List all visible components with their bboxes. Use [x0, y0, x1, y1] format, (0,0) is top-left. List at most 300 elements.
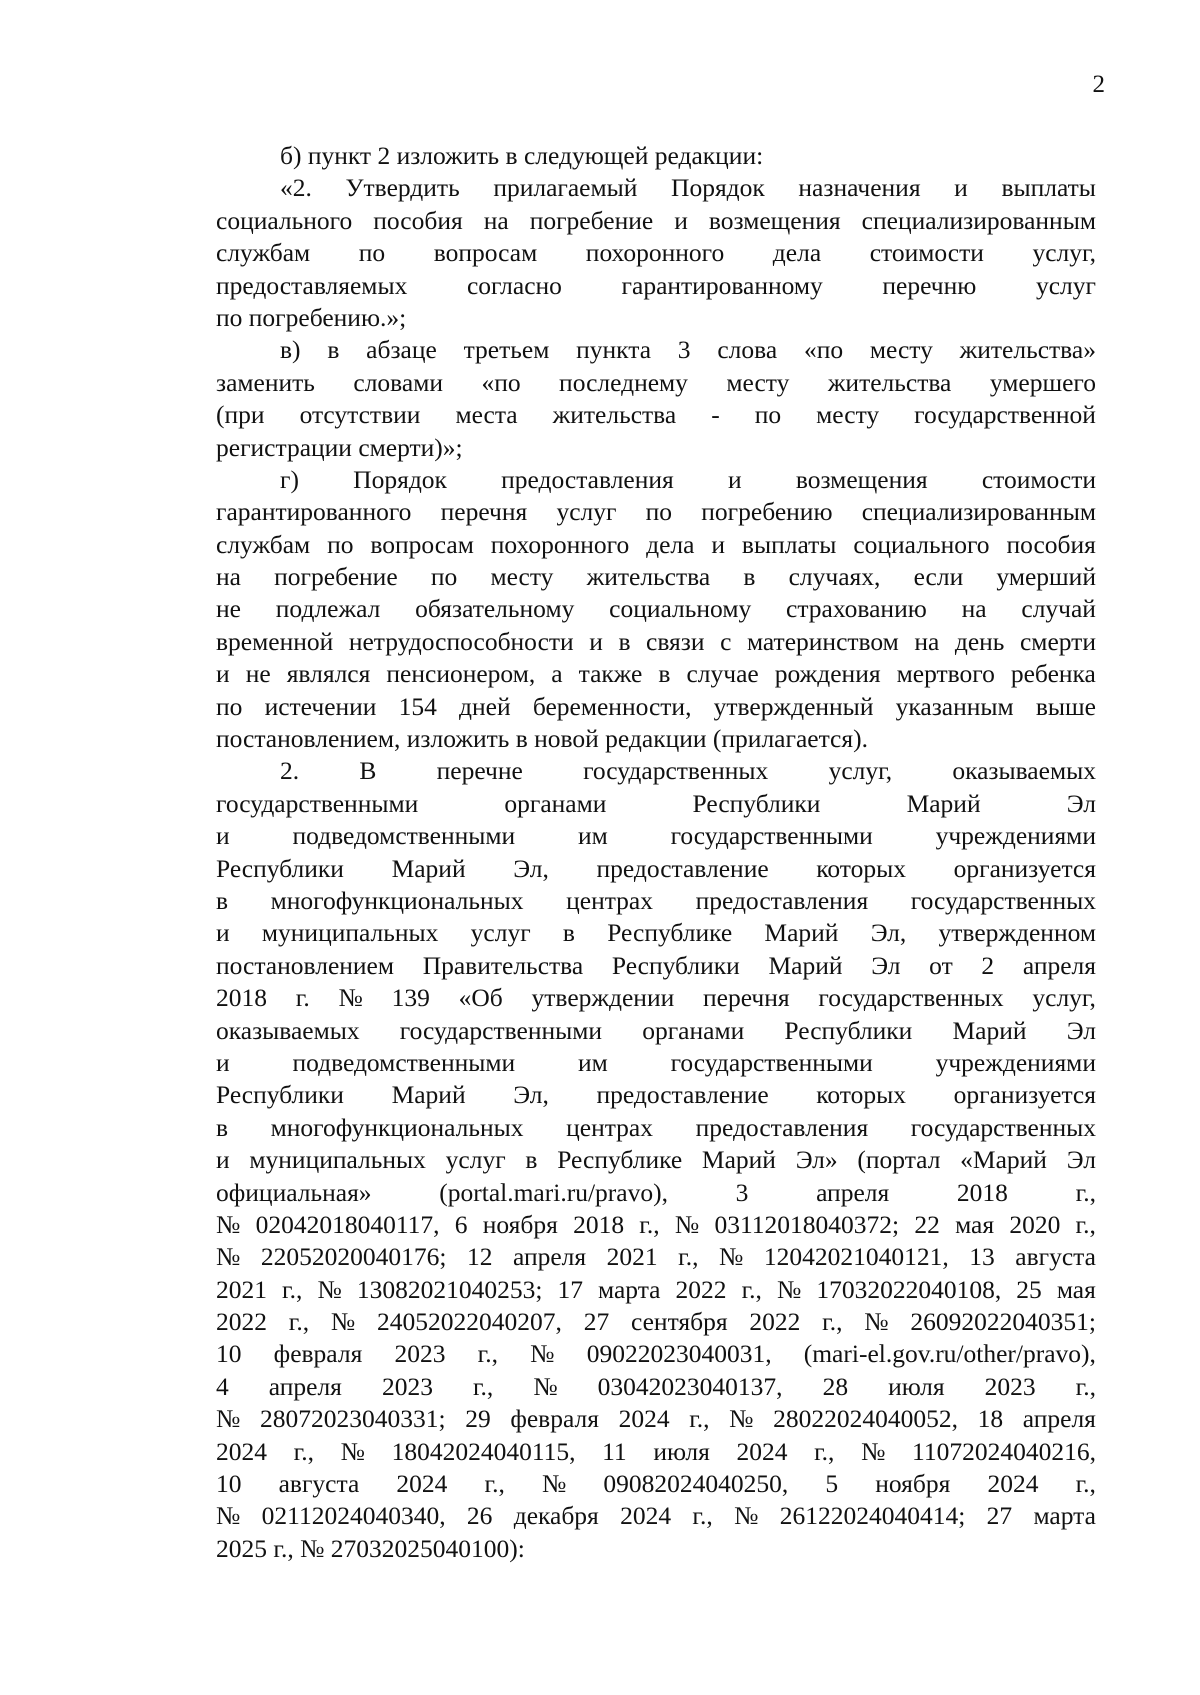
- text-line: [216, 1112, 1096, 1144]
- text-word: 12: [466, 1242, 493, 1272]
- text-word: Эл,: [513, 1080, 549, 1110]
- text-word: Республики: [692, 788, 821, 818]
- text-word: г.,: [1075, 1177, 1096, 1207]
- text-line: [216, 1274, 1096, 1306]
- text-word: №: [719, 1242, 744, 1272]
- text-word: также: [578, 659, 643, 689]
- text-word: Эл: [1066, 1015, 1096, 1045]
- text-word: августа: [1015, 1242, 1096, 1272]
- text-word: №: [533, 1371, 558, 1401]
- text-word: временной: [216, 626, 334, 656]
- text-word: №: [674, 1209, 700, 1239]
- text-word: по: [216, 691, 243, 721]
- text-word: 2024: [396, 1469, 448, 1499]
- text-word: Утвердить: [345, 173, 460, 203]
- text-word: мертвого: [896, 659, 995, 689]
- text-word: 2023: [984, 1371, 1036, 1401]
- text-word: смерти: [1019, 626, 1096, 656]
- text-word: 28022024040052,: [773, 1404, 959, 1434]
- text-line: [216, 885, 1096, 917]
- text-word: службам: [216, 238, 311, 268]
- text-word: возмещения: [795, 464, 928, 494]
- text-word: 18042024040115,: [391, 1436, 576, 1466]
- text-word: 13082021040253;: [356, 1274, 543, 1304]
- text-word: мая: [1056, 1274, 1096, 1304]
- text-word: на: [483, 205, 509, 235]
- text-line: [216, 334, 1096, 366]
- text-word: в: [216, 885, 229, 915]
- text-word: пособия: [1006, 529, 1096, 559]
- text-line: [216, 593, 1096, 625]
- text-word: г.,: [689, 1404, 710, 1434]
- text-word: на: [914, 626, 940, 656]
- text-word: февраля: [510, 1404, 599, 1434]
- text-word: г.,: [282, 1274, 303, 1304]
- text-word: июля: [888, 1371, 945, 1401]
- text-word: 11072024040216,: [912, 1436, 1096, 1466]
- text-word: пункта: [576, 335, 652, 365]
- text-line: [216, 658, 1096, 690]
- text-word: социального: [216, 205, 353, 235]
- text-line: [216, 561, 1096, 593]
- text-word: г.,: [484, 1469, 505, 1499]
- text-word: государственными: [216, 788, 419, 818]
- text-word: ребенка: [1010, 659, 1096, 689]
- text-word: жительства: [586, 562, 711, 592]
- text-line: [216, 496, 1096, 528]
- text-line: [216, 1209, 1096, 1241]
- text-word: словами: [353, 367, 443, 397]
- text-line: [216, 917, 1096, 949]
- text-word: в): [280, 335, 301, 365]
- text-word: апреля: [512, 1242, 587, 1272]
- text-word: перечню: [882, 270, 977, 300]
- text-word: гарантированному: [621, 270, 823, 300]
- text-line-content: б) пункт 2 изложить в следующей редакции:: [280, 141, 764, 170]
- text-word: государственных: [910, 1112, 1096, 1142]
- text-word: вопросам: [370, 529, 474, 559]
- text-word: №: [729, 1404, 754, 1434]
- text-word: муниципальных: [249, 1145, 426, 1175]
- text-word: выплаты: [1001, 173, 1096, 203]
- text-word: оказываемых: [952, 756, 1096, 786]
- text-word: слова: [717, 335, 778, 365]
- text-word: февраля: [273, 1339, 363, 1369]
- text-word: случаях,: [788, 562, 881, 592]
- text-line: [216, 982, 1096, 1014]
- text-word: апреля: [816, 1177, 890, 1207]
- text-line: [216, 1500, 1096, 1532]
- text-word: г.,: [288, 1307, 310, 1337]
- text-word: государственных: [583, 756, 769, 786]
- text-word: 03112018040372;: [714, 1209, 900, 1239]
- text-word: услуг,: [1032, 983, 1096, 1013]
- text-word: г.,: [1075, 1371, 1096, 1401]
- text-word: специализированным: [861, 497, 1096, 527]
- text-word: №: [317, 1274, 342, 1304]
- text-line: [216, 1338, 1096, 1370]
- text-word: Марий: [906, 788, 981, 818]
- text-word: предоставление: [596, 1080, 769, 1110]
- text-line: [216, 950, 1096, 982]
- text-word: 2.: [280, 756, 300, 786]
- text-word: 2022: [675, 1274, 727, 1304]
- text-word: стоимости: [981, 464, 1096, 494]
- text-word: сентября: [630, 1307, 728, 1337]
- text-word: месту: [490, 562, 554, 592]
- text-word: 3: [735, 1177, 749, 1207]
- text-word: пособия: [373, 205, 463, 235]
- text-word: 28: [822, 1371, 849, 1401]
- text-word: 22052020040176;: [260, 1242, 447, 1272]
- text-word: марта: [598, 1274, 661, 1304]
- text-word: 09082024040250,: [603, 1469, 789, 1499]
- text-word: обязательному: [415, 594, 575, 624]
- text-word: г.,: [293, 1436, 314, 1466]
- text-word: государственными: [670, 1047, 873, 1077]
- text-word: 2020: [1009, 1209, 1061, 1239]
- text-word: выплаты: [741, 529, 837, 559]
- text-word: рождения: [774, 659, 881, 689]
- text-line: [216, 1436, 1096, 1468]
- text-word: «по: [481, 367, 521, 397]
- text-word: дела: [646, 529, 695, 559]
- text-word: декабря: [513, 1501, 599, 1531]
- text-word: по: [327, 529, 354, 559]
- text-word: погребение: [529, 205, 654, 235]
- text-word: Порядок: [353, 464, 447, 494]
- text-word: третьем: [463, 335, 550, 365]
- text-word: 02112024040340,: [261, 1501, 446, 1531]
- text-line: [216, 237, 1096, 269]
- text-word: месту: [726, 367, 790, 397]
- text-word: и: [216, 1047, 230, 1077]
- text-word: №: [776, 1274, 802, 1304]
- text-word: услуг: [445, 1145, 506, 1175]
- text-word: беременности,: [532, 691, 692, 721]
- text-word: и: [711, 529, 726, 559]
- text-word: не: [245, 659, 271, 689]
- text-word: №: [734, 1501, 759, 1531]
- text-word: июля: [653, 1436, 710, 1466]
- text-word: (portal.mari.ru/pravo),: [439, 1177, 668, 1207]
- text-word: ноября: [482, 1209, 558, 1239]
- text-word: г.: [295, 983, 310, 1013]
- text-word: центрах: [566, 1112, 653, 1142]
- text-word: августа: [278, 1469, 360, 1499]
- text-word: 24052022040207,: [377, 1307, 562, 1337]
- text-word: им: [577, 1047, 608, 1077]
- text-word: органами: [504, 788, 607, 818]
- text-word: перечня: [703, 983, 790, 1013]
- text-word: 28072023040331;: [259, 1404, 446, 1434]
- text-word: 2024: [987, 1469, 1039, 1499]
- text-word: 10: [216, 1339, 242, 1369]
- text-word: г.,: [741, 1274, 762, 1304]
- text-word: услуг,: [1032, 238, 1096, 268]
- text-word: апреля: [1022, 1404, 1096, 1434]
- text-word: 139: [391, 983, 430, 1013]
- text-word: и: [589, 626, 603, 656]
- text-word: №: [330, 1307, 356, 1337]
- text-word: им: [577, 821, 608, 851]
- text-word: Республики: [611, 950, 740, 980]
- text-line: [216, 1306, 1096, 1338]
- text-word: г.,: [1075, 1469, 1096, 1499]
- text-word: 11: [602, 1436, 627, 1466]
- text-word: услуг: [1035, 270, 1096, 300]
- text-word: организуется: [953, 1080, 1096, 1110]
- text-word: 2024: [736, 1436, 788, 1466]
- text-word: по: [358, 238, 386, 268]
- text-line: [216, 723, 1096, 755]
- text-word: связи: [646, 626, 705, 656]
- text-word: оказываемых: [216, 1015, 360, 1045]
- text-word: случае: [686, 659, 759, 689]
- text-word: и: [954, 173, 968, 203]
- text-word: многофункциональных: [270, 885, 524, 915]
- text-word: г.,: [639, 1209, 660, 1239]
- text-word: согласно: [466, 270, 562, 300]
- text-word: утвержденном: [938, 918, 1096, 948]
- text-word: материнством: [746, 626, 899, 656]
- text-word: 2023: [394, 1339, 446, 1369]
- text-word: умерший: [996, 562, 1096, 592]
- text-word: последнему: [559, 367, 688, 397]
- text-word: 12042021040121,: [763, 1242, 949, 1272]
- text-word: г.,: [814, 1436, 835, 1466]
- text-word: №: [340, 1436, 365, 1466]
- text-word: которых: [816, 853, 906, 883]
- text-word: Эл,: [870, 918, 907, 948]
- text-word: жительства»: [959, 335, 1096, 365]
- text-word: апреля: [1022, 950, 1096, 980]
- text-line: [216, 1177, 1096, 1209]
- text-word: многофункциональных: [270, 1112, 524, 1142]
- text-word: 26: [466, 1501, 493, 1531]
- text-line: [216, 820, 1096, 852]
- text-word: а: [551, 659, 563, 689]
- text-word: 18: [977, 1404, 1004, 1434]
- text-word: предоставления: [501, 464, 674, 494]
- text-word: В: [359, 756, 377, 786]
- text-word: 6: [454, 1209, 468, 1239]
- text-word: дела: [772, 238, 822, 268]
- text-word: отсутствии: [299, 400, 421, 430]
- text-word: на: [216, 562, 241, 592]
- text-line: [216, 1533, 1096, 1565]
- text-word: 2018: [216, 983, 267, 1013]
- text-word: 29: [465, 1404, 491, 1434]
- text-word: Эл,: [513, 853, 549, 883]
- text-word: г.,: [822, 1307, 843, 1337]
- text-word: и: [674, 205, 688, 235]
- text-word: №: [541, 1469, 567, 1499]
- text-word: 2024: [618, 1404, 670, 1434]
- text-word: службам: [216, 529, 311, 559]
- text-line: [216, 302, 1096, 334]
- text-word: с: [720, 626, 732, 656]
- page-number: 2: [1092, 71, 1105, 98]
- text-word: 2018: [573, 1209, 625, 1239]
- text-word: учреждениями: [935, 1047, 1096, 1077]
- text-word: в: [216, 1112, 229, 1142]
- text-word: государственными: [670, 821, 873, 851]
- text-line: [216, 626, 1096, 658]
- text-word: 2022: [216, 1307, 267, 1337]
- text-word: Марий: [768, 950, 843, 980]
- text-word: подведомственными: [292, 821, 516, 851]
- text-line: [216, 1371, 1096, 1403]
- text-line: [216, 853, 1096, 885]
- text-line: [216, 432, 1096, 464]
- text-word: марта: [1033, 1501, 1096, 1531]
- text-word: социальному: [609, 594, 752, 624]
- text-word: г.,: [472, 1371, 494, 1401]
- text-word: месту: [869, 335, 933, 365]
- text-word: утвержденный: [713, 691, 874, 721]
- text-word: и: [216, 918, 230, 948]
- text-word: ноября: [875, 1469, 951, 1499]
- text-word: Порядок: [671, 173, 765, 203]
- text-word: 09022023040031,: [586, 1339, 772, 1369]
- text-word: прилагаемый: [493, 173, 638, 203]
- text-word: Эл: [1066, 788, 1096, 818]
- text-word: жительства: [552, 400, 677, 430]
- text-word: «по: [803, 335, 844, 365]
- text-word: в: [618, 626, 631, 656]
- text-word: стоимости: [869, 238, 984, 268]
- text-word: страхованию: [786, 594, 927, 624]
- document-body: [216, 140, 1096, 1565]
- text-word: 2022: [749, 1307, 801, 1337]
- text-word: в: [743, 562, 756, 592]
- text-word: на: [961, 594, 987, 624]
- text-word: возмещения: [708, 205, 841, 235]
- text-word: предоставляемых: [216, 270, 408, 300]
- text-line: [216, 464, 1096, 496]
- text-word: пенсионером,: [386, 659, 536, 689]
- text-word: (при: [216, 400, 265, 430]
- text-word: государственной: [914, 400, 1096, 430]
- text-word: случай: [1021, 594, 1096, 624]
- text-word: -: [711, 400, 720, 430]
- text-word: дней: [459, 691, 511, 721]
- text-word: нетрудоспособности: [348, 626, 574, 656]
- text-word: (mari-el.gov.ru/other/pravo),: [803, 1339, 1096, 1369]
- text-word: 17: [557, 1274, 583, 1304]
- text-line: [216, 1468, 1096, 1500]
- text-line: [216, 1241, 1096, 1273]
- text-word: №: [861, 1436, 886, 1466]
- text-line: [216, 399, 1096, 431]
- text-word: предоставления: [695, 885, 869, 915]
- text-line: [216, 788, 1096, 820]
- text-word: в: [525, 1145, 538, 1175]
- text-word: в: [562, 918, 575, 948]
- text-word: Марий: [391, 853, 466, 883]
- text-word: не: [216, 594, 241, 624]
- text-word: которых: [816, 1080, 906, 1110]
- text-word: «Об: [458, 983, 503, 1013]
- text-word: Эл»: [795, 1145, 838, 1175]
- text-word: Марий: [701, 1145, 776, 1175]
- text-word: №: [216, 1404, 241, 1434]
- text-word: услуг,: [828, 756, 893, 786]
- text-line-content: постановлением, изложить в новой редакции (прилагается).: [216, 724, 868, 754]
- text-word: муниципальных: [261, 918, 439, 948]
- text-word: №: [530, 1339, 555, 1369]
- text-word: по: [430, 562, 458, 592]
- text-word: и: [216, 659, 230, 689]
- text-word: Республике: [607, 918, 733, 948]
- text-word: места: [455, 400, 518, 430]
- text-word: государственных: [818, 983, 1004, 1013]
- text-word: 2023: [381, 1371, 433, 1401]
- text-word: г.,: [1075, 1209, 1096, 1239]
- text-word: 3: [677, 335, 691, 365]
- text-word: Эл: [871, 950, 901, 980]
- text-word: в: [658, 659, 671, 689]
- text-word: 10: [216, 1469, 242, 1499]
- text-word: Республики: [216, 1080, 344, 1110]
- text-word: Республики: [216, 853, 344, 883]
- text-word: 22: [914, 1209, 940, 1239]
- text-word: 2021: [606, 1242, 658, 1272]
- text-word: и: [216, 1145, 230, 1175]
- text-word: 26092022040351;: [910, 1307, 1096, 1337]
- text-word: заменить: [216, 367, 315, 397]
- text-word: официальная»: [216, 1177, 372, 1207]
- text-line: [216, 140, 1096, 172]
- text-word: 13: [969, 1242, 995, 1272]
- text-word: подлежал: [275, 594, 381, 624]
- text-word: №: [864, 1307, 889, 1337]
- text-word: Марий: [952, 1015, 1027, 1045]
- text-word: 17032022040108,: [816, 1274, 1002, 1304]
- text-word: по: [754, 400, 782, 430]
- text-word: если: [913, 562, 964, 592]
- text-word: подведомственными: [292, 1047, 516, 1077]
- text-word: 02042018040117,: [255, 1209, 440, 1239]
- text-word: являлся: [286, 659, 371, 689]
- text-word: 4: [216, 1371, 229, 1401]
- text-word: Республики: [784, 1015, 913, 1045]
- text-word: и: [727, 464, 742, 494]
- text-word: вопросам: [433, 238, 538, 268]
- text-word: услуг: [470, 918, 531, 948]
- text-line-content: по погребению.»;: [216, 302, 407, 332]
- text-line: [216, 367, 1096, 399]
- text-line: [216, 1047, 1096, 1079]
- text-word: учреждениями: [935, 821, 1096, 851]
- text-word: Марий: [764, 918, 839, 948]
- text-word: выше: [1035, 691, 1096, 721]
- text-word: социального: [853, 529, 990, 559]
- text-line: [216, 270, 1096, 302]
- text-word: абзаце: [366, 335, 437, 365]
- text-word: г): [280, 464, 299, 494]
- text-word: похоронного: [585, 238, 725, 268]
- text-word: 27: [583, 1307, 610, 1337]
- text-word: утверждении: [531, 983, 675, 1013]
- text-word: перечне: [436, 756, 523, 786]
- text-word: 2021: [216, 1274, 267, 1304]
- text-word: государственных: [910, 885, 1096, 915]
- text-word: истечении: [264, 691, 377, 721]
- text-word: гарантированного: [216, 497, 412, 527]
- text-word: день: [954, 626, 1005, 656]
